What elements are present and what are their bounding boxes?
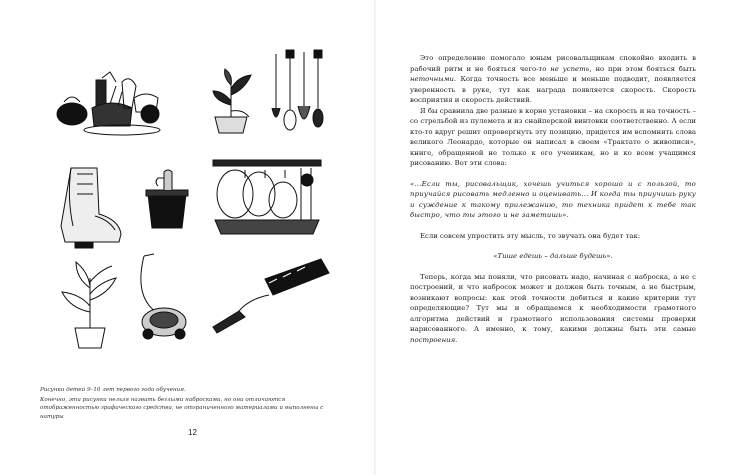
paragraph-1: Это определение помогало юным рисовальщикам спокойно входить в рабочий ритм и не бояться чего-то не успеть, но при этом бояться быть неточными. Когда точность все меньше и меньше подводит, появляется уверенность в руке, тут как награда появляется скорость. Скорость восприятия и скорость действий. [410, 54, 696, 104]
boot-sketch [55, 160, 125, 250]
paint-roller-sketch [205, 255, 335, 335]
houseplant-sketch [55, 252, 125, 352]
kitchen-still-life-sketch [52, 68, 182, 138]
caption-line-2: Конечно, эти рисунки нельзя назвать беглыми набросками, но они отличаются отображенностью графического средства, не отграниченного материалами и выполнены с натуры [40, 396, 324, 420]
dish-rack-sketch [205, 150, 330, 245]
potted-plant-sketch [205, 65, 257, 137]
cactus-pot-sketch [140, 168, 195, 233]
paragraph-2: Я бы сравнила две разные в корне установки – на скорость и на точность – со стрельбой из пулемета и из снайперской винтовки соответственно. А если кто-то вдруг решит опровергнуть эту позицию, придется им вспомнить слова великого Леонардо, которые он написал в своем «Трактате о живописи», книге, обращенной не только к его ученикам, но и ко всем учащимся рисованию. Вот эти слова: [410, 106, 696, 167]
illustration-caption [40, 386, 340, 422]
kitchen-utensils-sketch [268, 48, 338, 148]
vacuum-cleaner-sketch [130, 250, 195, 345]
page-number: 12 [188, 428, 197, 437]
paragraph-4: Теперь, когда мы поняли, что рисовать надо, начиная с наброска, а не с построений, и что набросок может и должен быть точным, а не быстрым, возникают вопросы: как этой точности добиться и какие критерии тут определяющие? Тут мы и обращаемся к необходимости грамотного алгоритма действий и грамотного использования системы проверки нарисованного. А именно, к тому, какими должны быть эти самые построения. [410, 272, 696, 344]
paragraph-3: Если совсем упростить эту мысль, то звучать она будет так: [420, 231, 641, 240]
leonardo-quote: «...Если ты, рисовальщик, хочешь учиться хорошо и с пользой, то приучайся рисовать медленно и оценивать... И когда ты приучишь руку и суждение к такому прилежанию, то техника придет к тебе так быстро, что ты этого и не заметишь». [410, 179, 696, 219]
text-column [410, 53, 696, 345]
book-gutter [374, 0, 376, 475]
caption-line-1: Рисунки детей 9–10 лет первого года обучения. [40, 387, 186, 393]
proverb-quote: «Тише едешь – дальше будешь». [493, 252, 613, 260]
